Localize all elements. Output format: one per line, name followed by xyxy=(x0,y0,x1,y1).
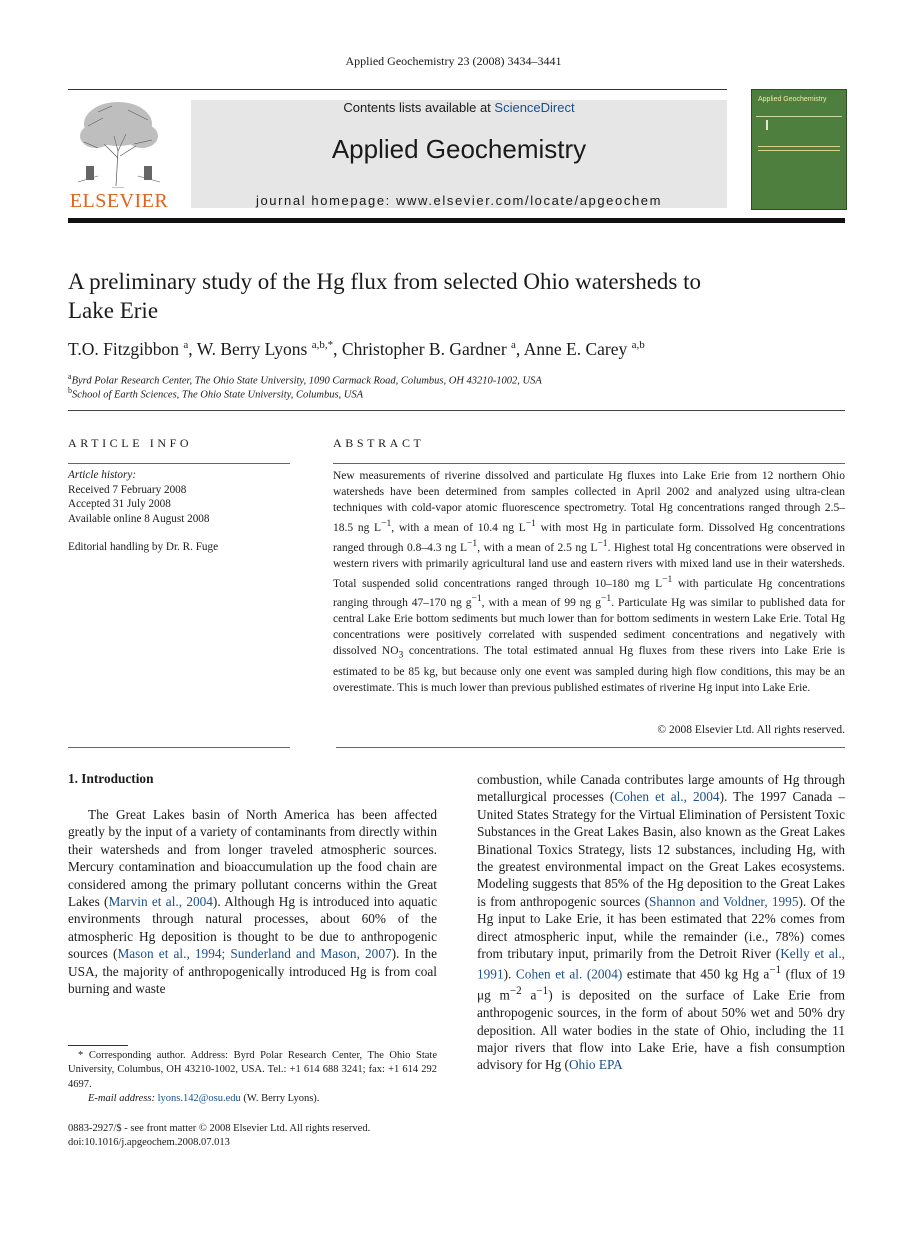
article-title xyxy=(68,267,845,325)
section-heading: 1. Introduction xyxy=(68,771,154,786)
cover-rule xyxy=(756,116,842,117)
accepted-date: Accepted 31 July 2008 xyxy=(68,498,171,510)
corresponding-author-note: * Corresponding author. Address: Byrd Polar Research Center, The Ohio State University, Columbus, OH 43210-1002, USA. Tel.: +1 614 688 3241; fax: +1 614 292 4697. xyxy=(68,1050,437,1090)
divider xyxy=(68,463,290,464)
abstract-segment: , with a mean of 2.5 ng L xyxy=(477,541,598,554)
affiliation xyxy=(68,372,542,387)
issn-line: 0883-2927/$ - see front matter © 2008 Elsevier Ltd. All rights reserved. xyxy=(68,1123,371,1134)
superscript: −1 xyxy=(471,593,482,605)
author-affil-mark: a xyxy=(183,339,189,352)
abstract-segment: concentrations. The total estimated annual Hg fluxes from these rivers into Lake Erie is estimated to be 85 kg, but because only one event was sampled during high flow conditions, this may be an overestimate. This is much lower than previous published estimates of riverine Hg input into Lake Erie. xyxy=(333,645,845,694)
abstract-segment: with most Hg in particulate form. Dissolved Hg concentrations ranged through 0.8–4.3 ng L xyxy=(333,521,845,554)
contents-prefix: Contents lists available at xyxy=(343,100,495,115)
superscript: −1 xyxy=(662,573,673,585)
text-segment: a xyxy=(521,987,537,1003)
reference-link[interactable]: Kelly et al., 1991 xyxy=(477,946,846,982)
superscript: −2 xyxy=(509,985,522,998)
author-affil-mark: a,b,* xyxy=(311,339,334,352)
affil-text: School of Earth Sciences, The Ohio State University, Columbus, USA xyxy=(72,389,364,401)
reference-link[interactable]: Cohen et al., 2004 xyxy=(614,789,720,805)
cover-mark xyxy=(766,120,768,130)
received-date: Received 7 February 2008 xyxy=(68,483,187,496)
reference-link[interactable]: Marvin et al., 2004 xyxy=(108,894,213,910)
title-line: Lake Erie xyxy=(68,298,159,323)
superscript: −1 xyxy=(525,518,536,529)
divider xyxy=(68,410,845,411)
header-thick-rule xyxy=(68,218,845,223)
tree-icon xyxy=(68,96,170,188)
author-list: T.O. Fitzgibbon $^a$, W. Berry Lyons $^{a,b,*}$, Christopher B. Gardner $^a$, Anne E. Carey $^{a,b}$ xyxy=(68,339,645,359)
article-info-heading: ARTICLE INFO xyxy=(68,436,193,450)
email-note xyxy=(88,1092,437,1106)
abstract-heading: ABSTRACT xyxy=(333,436,425,450)
superscript: −1 xyxy=(467,537,478,549)
text-segment: ). Of the Hg input to Lake Erie, it has been estimated that 22% comes from direct atmospheric input, while the remainder (i.e., 78%) comes from tributary input, primarily from the Detroit River ( xyxy=(477,893,845,962)
text-segment: (flux of 19 μg m xyxy=(477,966,846,1003)
text-segment: estimate that 450 kg Hg a xyxy=(622,966,770,982)
text-segment: ). In the USA, the majority of anthropogenically introduced Hg is from coal burning and waste xyxy=(68,946,437,997)
author-affil-mark: a,b xyxy=(631,339,645,352)
reference-link[interactable]: Shannon and Voldner, 1995 xyxy=(649,893,799,909)
reference-link[interactable]: Mason et al., 1994; Sunderland and Mason, 2007 xyxy=(117,946,392,962)
contents-availability xyxy=(191,100,727,115)
email-link[interactable]: lyons.142@osu.edu xyxy=(157,1093,241,1104)
journal-citation: Applied Geochemistry 23 (2008) 3434–3441 xyxy=(345,54,562,68)
affiliation xyxy=(68,386,363,401)
superscript: −1 xyxy=(536,985,549,998)
divider xyxy=(68,747,290,748)
history-label: Article history: xyxy=(68,469,137,481)
intro-paragraph-right xyxy=(477,771,845,1074)
journal-title: Applied Geochemistry xyxy=(331,134,587,164)
author-affil-mark: a xyxy=(511,339,516,352)
author-name: T.O. Fitzgibbon xyxy=(68,339,179,359)
text-segment: combustion, while Canada contributes large amounts of Hg through metallurgical processes ( xyxy=(477,772,845,805)
header-rule xyxy=(68,89,727,90)
text-segment: ). Although Hg is introduced into aquatic environments through natural processes, about 60% of the atmospheric Hg deposition is thought to be due to anthropogenic sources ( xyxy=(68,894,437,962)
subscript: 3 xyxy=(398,649,404,661)
abstract-segment: . Particulate Hg was similar to published data for central Lake Erie bottom sediments but much lower than for bottom sediments in western Lake Erie. Total Hg concentrations were positively correlated with suspended sediment concentrations and negatively with dissolved NO xyxy=(333,597,845,658)
footnote-rule xyxy=(68,1045,128,1046)
journal-homepage[interactable]: journal homepage: www.elsevier.com/locate/apgeochem xyxy=(255,193,663,208)
affil-text: Byrd Polar Research Center, The Ohio State University, 1090 Carmack Road, Columbus, OH 43210-1002, USA xyxy=(71,375,542,387)
affil-mark: b xyxy=(68,386,72,395)
divider xyxy=(336,747,845,748)
elsevier-wordmark: ELSEVIER xyxy=(69,190,169,212)
intro-paragraph-left xyxy=(68,806,437,997)
author-name: W. Berry Lyons xyxy=(196,339,308,359)
abstract-copyright: © 2008 Elsevier Ltd. All rights reserved. xyxy=(657,724,845,736)
doi-line[interactable]: doi:10.1016/j.apgeochem.2008.07.013 xyxy=(68,1137,230,1148)
superscript: −1 xyxy=(601,593,612,605)
text-segment: ) is deposited on the surface of Lake Erie from anthropogenic sources, in the form of about 50% wet and 50% dry deposition. All water bodies in the state of Ohio, including the 11 major rivers that flow into Lake Erie, have a fish consumption advisory for Hg ( xyxy=(477,987,845,1073)
email-suffix: (W. Berry Lyons). xyxy=(240,1093,320,1104)
reference-link[interactable]: Cohen et al. (2004) xyxy=(515,966,623,982)
abstract-text xyxy=(333,468,845,696)
abstract-segment: New measurements of riverine dissolved and particulate Hg fluxes into Lake Erie from 12 northern Ohio watersheds have been determined from samples collected in April 2002 and analyzed using ultra-clean techniques with cold-vapor atomic fluorescence spectrometry. Total Hg concentrations ranged through 2.5–18.5 ng L xyxy=(333,470,845,534)
cover-text-line xyxy=(758,146,840,147)
title-line: A preliminary study of the Hg flux from selected Ohio watersheds to xyxy=(68,269,701,294)
text-segment: The Great Lakes basin of North America has been affected greatly by the input of a variety of contaminants from directly within their watersheds and from longer traveled atmospheric sources. Mercury contamination and bioaccumulation up the food chain are considered among the primary pollutant concerns within the Great Lakes ( xyxy=(68,807,437,910)
email-label: E-mail address: xyxy=(88,1093,158,1104)
article-history xyxy=(68,468,290,555)
cover-text-line xyxy=(758,150,840,151)
editorial-handling: Editorial handling by Dr. R. Fuge xyxy=(68,541,219,553)
text-segment: ). The 1997 Canada – United States Strategy for the Virtual Elimination of Persistent Toxic Substances in the Great Lakes Basin, also known as the Great Lakes Binational Toxics Strategy, lists 12 substances, including Hg, with the greatest environmental impact on the Great Lakes ecosystems. Modeling suggests that 85% of the Hg deposition to the Great Lakes is from anthropogenic sources ( xyxy=(477,789,845,909)
text-segment: ). xyxy=(503,966,516,982)
journal-cover-thumbnail xyxy=(751,89,847,210)
online-date: Available online 8 August 2008 xyxy=(68,512,210,525)
abstract-segment: with particulate Hg concentrations ranging through 47–170 ng g xyxy=(333,577,845,610)
abstract-segment: . Highest total Hg concentrations were observed in western rivers with primarily agricultural land use and eastern rivers with mixed land use in their watersheds. Total suspended solid concentrations ranged through 10–180 mg L xyxy=(333,541,845,590)
author-name: Anne E. Carey xyxy=(523,339,628,359)
reference-link[interactable]: Ohio EPA xyxy=(568,1057,623,1073)
superscript: −1 xyxy=(381,518,392,529)
sciencedirect-link[interactable]: ScienceDirect xyxy=(494,100,575,115)
abstract-segment: , with a mean of 10.4 ng L xyxy=(391,521,526,534)
divider xyxy=(333,463,845,464)
cover-title: Applied Geochemistry xyxy=(758,96,827,103)
superscript: −1 xyxy=(769,964,782,977)
abstract-segment: , with a mean of 99 ng g xyxy=(481,597,602,610)
affil-mark: a xyxy=(68,372,72,381)
superscript: −1 xyxy=(597,537,608,549)
author-name: Christopher B. Gardner xyxy=(341,339,507,359)
